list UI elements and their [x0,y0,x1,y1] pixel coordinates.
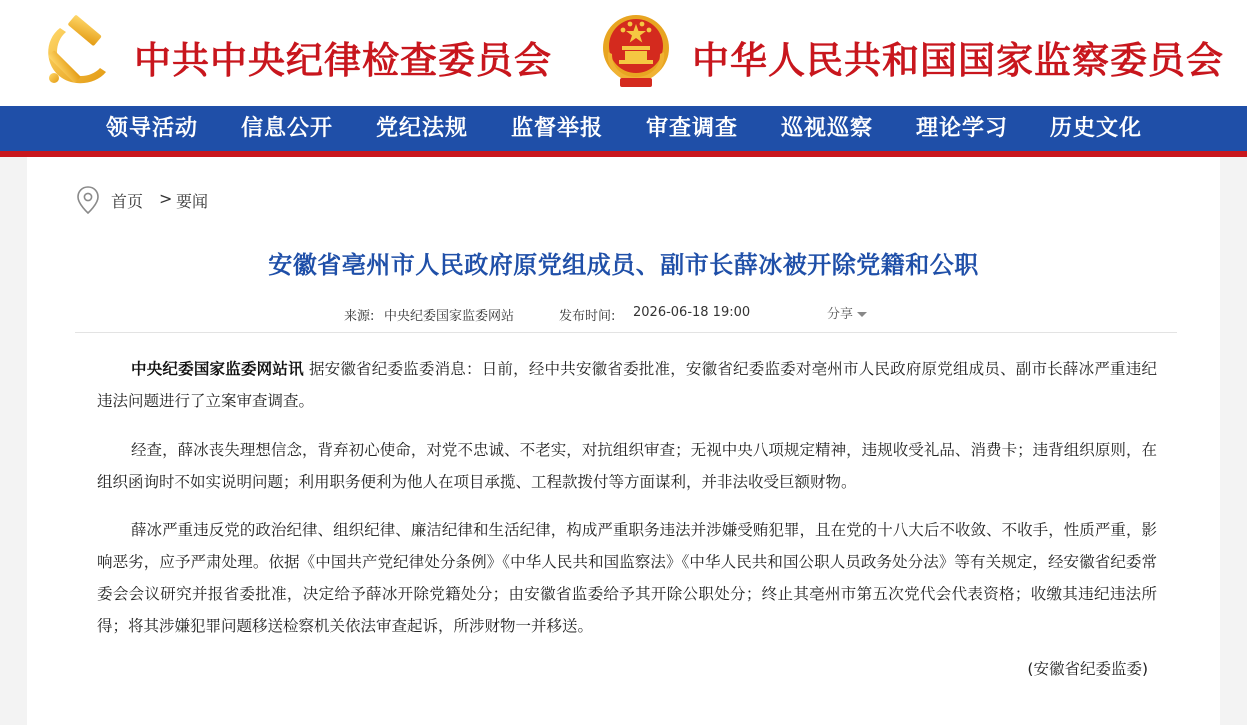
party-emblem-icon[interactable] [38,14,114,90]
share-button[interactable] [827,303,867,322]
article-meta [27,303,1220,323]
article-title: 安徽省亳州市人民政府原党组成员、副市长薛冰被开除党籍和公职 [268,251,979,279]
nav-item-leadership[interactable]: 领导活动 [106,115,199,141]
cpc-ccdi-title: 中共中央纪律检查委员会 [134,38,552,82]
nav-item-history[interactable]: 历史文化 [1050,115,1143,141]
location-pin-icon [75,185,101,215]
article-signoff: (安徽省纪委监委) [1027,660,1148,678]
paragraph-1-text: 据安徽省纪委监委消息：日前，经中共安徽省委批准，安徽省纪委监委对亳州市人民政府原党组成员、副市长薛冰严重违纪违法问题进行了立案审查调查。 [97,360,1157,410]
nav-item-report[interactable]: 监督举报 [511,115,604,141]
nav-item-party-rules[interactable]: 党纪法规 [376,115,469,141]
national-emblem-icon[interactable] [600,12,672,90]
nav-item-inspection[interactable]: 巡视巡察 [781,115,874,141]
caret-down-icon [857,312,867,317]
breadcrumb-separator: > [159,189,173,208]
source-label: 来源: [344,309,375,324]
nsc-title: 中华人民共和国国家监察委员会 [692,38,1224,82]
share-label: 分享 [827,307,854,322]
breadcrumb-home-link[interactable]: 首页 [111,192,144,211]
breadcrumb-current-link[interactable]: 要闻 [176,192,209,211]
nav-item-theory[interactable]: 理论学习 [916,115,1009,141]
meta-divider [75,332,1177,333]
publish-time-label: 发布时间: [559,309,616,324]
article-paragraph-1 [97,353,1157,417]
article-paragraph-2: 经查，薛冰丧失理想信念，背弃初心使命，对党不忠诚、不老实，对抗组织审查；无视中央八项规定精神，违规收受礼品、消费卡；违背组织原则，在组织函询时不如实说明问题；利用职务便利为他人在项目承揽、工程款拨付等方面谋利，并非法收受巨额财物。 [97,441,1157,491]
source-value: 中央纪委国家监委网站 [384,309,515,324]
site-header [0,0,1247,106]
publish-time-value: 2026-06-18 19:00 [633,305,751,320]
article-container [27,157,1220,725]
nav-item-info-disclosure[interactable]: 信息公开 [241,115,334,141]
nav-item-investigation[interactable]: 审查调查 [646,115,739,141]
main-nav [0,106,1247,151]
article-paragraph-3: 薛冰严重违反党的政治纪律、组织纪律、廉洁纪律和生活纪律，构成严重职务违法并涉嫌受贿犯罪，且在党的十八大后不收敛、不收手，性质严重，影响恶劣，应予严肃处理。依据《中国共产党纪律处分条例》《中华人民共和国监察法》《中华人民共和国公职人员政务处分法》等有关规定，经安徽省纪委常委会会议研究并报省委批准，决定给予薛冰开除党籍处分；由安徽省监委给予其开除公职处分；终止其亳州市第五次党代会代表资格；收缴其违纪违法所得；将其涉嫌犯罪问题移送检察机关依法审查起诉，所涉财物一并移送。 [97,521,1157,635]
article-lead: 中央纪委国家监委网站讯 [131,360,304,378]
